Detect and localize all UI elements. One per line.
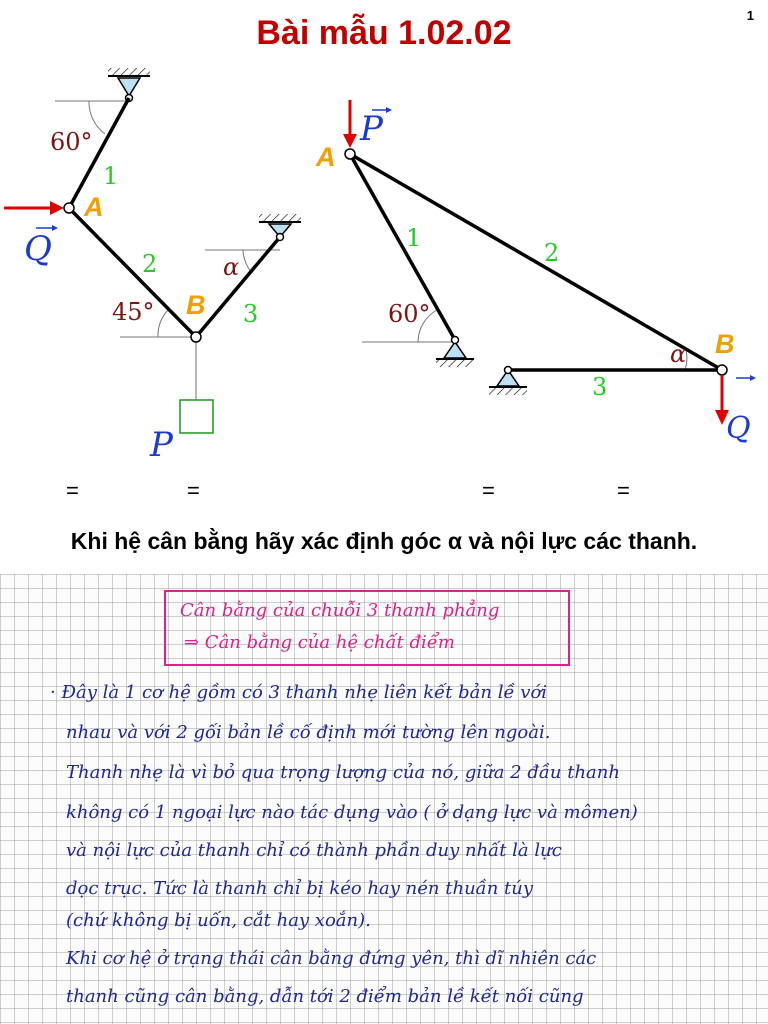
note-line: (chứ không bị uốn, cắt hay xoắn).	[66, 910, 371, 931]
alpha-label: α	[670, 340, 687, 368]
box-line: ⇒ Cân bằng của hệ chất điểm	[184, 632, 455, 653]
bar-1-label: 1	[406, 224, 422, 252]
point-b-label: B	[186, 290, 206, 320]
point-b-label: B	[715, 329, 735, 359]
joint-b	[717, 365, 727, 375]
page-title: Bài mẫu 1.02.02	[256, 14, 512, 52]
weight-box	[180, 400, 213, 433]
bar-1-label: 1	[103, 162, 119, 190]
alpha-label: α	[223, 253, 240, 281]
left-figure	[4, 68, 301, 465]
pin-support-1	[436, 337, 474, 368]
page-number: 1	[746, 8, 754, 23]
bar-2	[350, 154, 722, 370]
note-line: thanh cũng cân bằng, dẫn tới 2 điểm bản lề kết nối cũng	[66, 986, 584, 1007]
joint-a	[64, 203, 74, 213]
weight-p-label: P	[150, 425, 173, 465]
bar-3	[196, 237, 280, 337]
handwritten-notes	[0, 574, 768, 1024]
note-line: không có 1 ngoại lực nào tác dụng vào ( ở dạng lực và mômen)	[66, 802, 638, 823]
note-line: · Đây là 1 cơ hệ gồm có 3 thanh nhẹ liên kết bản lề với	[50, 682, 548, 703]
force-p-label: P	[360, 109, 383, 149]
force-p-arrow	[343, 134, 357, 148]
point-a-label: A	[84, 192, 104, 222]
problem-question: Khi hệ cân bằng hãy xác định góc α và nội lực các thanh.	[70, 528, 698, 554]
angle-60-label: 60°	[388, 300, 431, 328]
force-q-label: Q	[24, 229, 52, 269]
fixed-support-top	[108, 68, 150, 102]
note-line: Thanh nhẹ là vì bỏ qua trọng lượng của nó, giữa 2 đầu thanh	[66, 762, 620, 783]
angle-45-label: 45°	[112, 298, 155, 326]
equals-sign: =	[482, 478, 495, 503]
force-q-arrow	[50, 201, 64, 215]
equals-sign: =	[66, 478, 79, 503]
equals-sign: =	[617, 478, 630, 503]
right-figure	[315, 100, 756, 446]
equals-sign: =	[187, 478, 200, 503]
point-a-label: A	[316, 142, 336, 172]
note-line: và nội lực của thanh chỉ có thành phần duy nhất là lực	[66, 840, 562, 861]
note-line: nhau và với 2 gối bản lề cố định mới tường lên ngoài.	[66, 722, 551, 743]
joint-b	[191, 332, 201, 342]
fixed-support-right	[259, 214, 301, 241]
bar-3-label: 3	[592, 373, 608, 401]
force-q-label: Q	[726, 411, 751, 446]
angle-60-label: 60°	[50, 128, 93, 156]
bar-3-label: 3	[243, 300, 259, 328]
joint-a	[345, 149, 355, 159]
box-line: Cân bằng của chuỗi 3 thanh phẳng	[180, 600, 500, 621]
bar-2-label: 2	[142, 250, 158, 278]
note-line: dọc trục. Tức là thanh chỉ bị kéo hay nén thuần túy	[66, 878, 533, 899]
highlight-box	[164, 590, 570, 666]
mechanics-figures	[0, 60, 768, 480]
note-line: Khi cơ hệ ở trạng thái cân bằng đứng yên, thì dĩ nhiên các	[66, 948, 597, 969]
bar-2-label: 2	[544, 239, 560, 267]
